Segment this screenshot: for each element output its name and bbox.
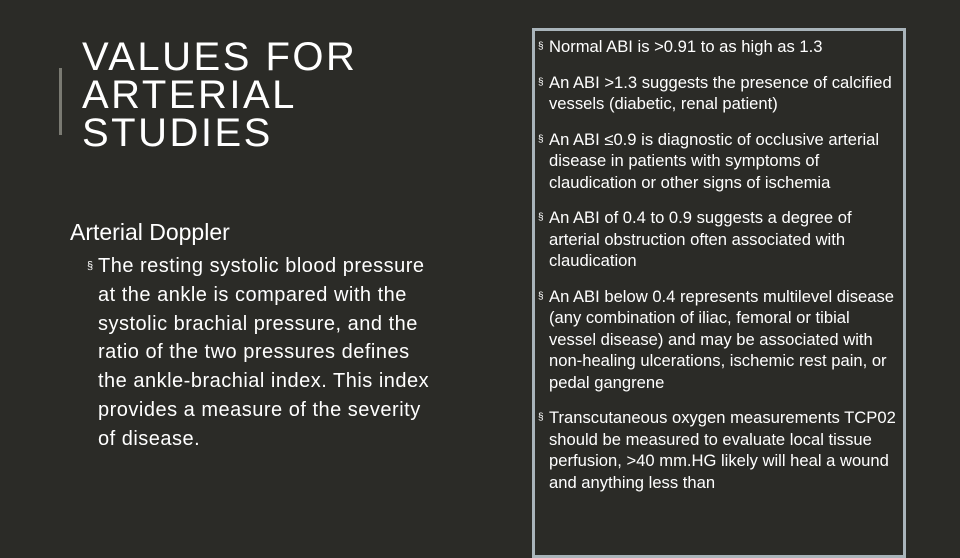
bullet-marker-icon: § [538, 133, 544, 145]
bullet-text: Transcutaneous oxygen measurements TCP02 should be measured to evaluate local tissue perfusion, >40 mm.HG likely will heal a wound and anything less than [549, 408, 896, 492]
bullet-text: An ABI of 0.4 to 0.9 suggests a degree of arterial obstruction often associated with claudication [549, 208, 852, 270]
bullet-marker-icon: § [538, 41, 544, 52]
title-line: STUDIES [82, 111, 273, 155]
title-line: VALUES FOR [82, 35, 358, 79]
list-item [87, 252, 432, 454]
bullet-text: Normal ABI is >0.91 to as high as 1.3 [549, 37, 823, 56]
bullet-text: An ABI below 0.4 represents multilevel disease (any combination of iliac, femoral or tibial vessel disease) and may be associated with non-healing ulcerations, ischemic rest pain, or pedal gangrene [549, 286, 894, 392]
abi-values-box [532, 28, 906, 558]
list-item [538, 286, 900, 394]
bullet-marker-icon: § [538, 212, 544, 223]
section-subheading: Arterial Doppler [70, 219, 230, 245]
bullet-marker-icon: § [538, 76, 544, 88]
list-item [538, 72, 900, 115]
list-item [538, 207, 900, 272]
left-bullet-list [87, 252, 432, 454]
list-item [538, 407, 900, 493]
list-item [538, 129, 900, 194]
bullet-marker-icon: § [538, 412, 544, 423]
right-bullet-list [538, 36, 900, 507]
title-accent-bar [59, 68, 62, 135]
bullet-marker-icon: § [87, 260, 94, 272]
title-line: ARTERIAL [82, 73, 297, 117]
bullet-text: The resting systolic blood pressure at the ankle is compared with the systolic brachial pressure, and the ratio of the two pressures defines the ankle-brachial index. This index provides a measure of the severity of disease. [98, 255, 430, 450]
slide-title [82, 35, 402, 155]
list-item [538, 36, 900, 58]
bullet-text: An ABI ≤0.9 is diagnostic of occlusive arterial disease in patients with symptoms of claudication or other signs of ischemia [549, 129, 880, 192]
bullet-text: An ABI >1.3 suggests the presence of calcified vessels (diabetic, renal patient) [549, 72, 892, 113]
bullet-marker-icon: § [538, 290, 544, 302]
